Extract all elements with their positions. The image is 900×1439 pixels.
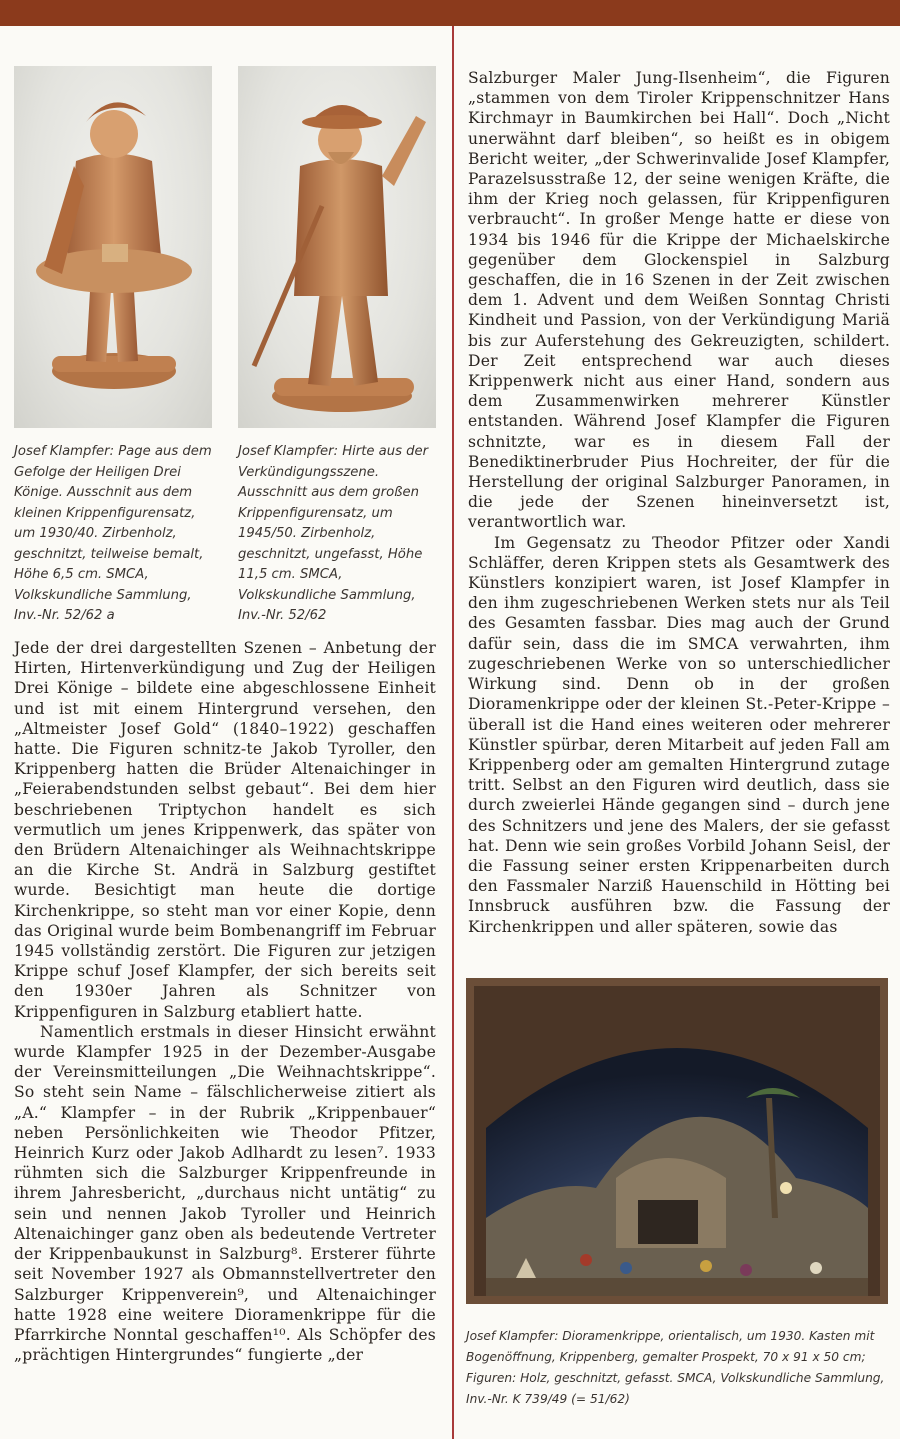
right-paragraph-1: Salzburger Maler Jung-Ilsenheim“, die Figuren „stammen von dem Tiroler Krippenschnitzer Hans Kirchmayr in Baumkirchen bei Hall“. Doch „Nicht unerwähnt darf bleiben“, so heißt es in obigem Bericht weiter, „der Schwerinvalide Josef Klampfer, Parazelsusstraße 12, der seine wenigen Kräfte, die ihm der Krieg noch gelassen, für Krippenfiguren verbraucht“. In großer Menge hatte er diese von 1934 bis 1946 für die Krippe der Michaelskirche gegenüber dem Glockenspiel in Salzburg geschaffen, die in 16 Szenen in der Zeit zwischen dem 1. Advent und dem Weißen Sonntag Christi Kindheit und Passion, von der Verkündigung Mariä bis zur Auferstehung des Gekreuzigten, schildert. Der Zeit entsprechend war auch dieses Krippenwerk nicht aus einer Hand, sondern aus dem Zusammenwirken mehrerer Künstler entstanden. Während Josef Klampfer die Figuren schnitzte, war es in diesem Fall der Benediktinerbruder Pius Hochreiter, der für die Herstellung der original Salzburger Panoramen, in die jede der Szenen hineinversetzt ist, verantwortlich war. (468, 69, 890, 532)
right-paragraph-2: Im Gegensatz zu Theodor Pfitzer oder Xandi Schläffer, deren Krippen stets als Gesamtwerk des Künstlers konzipiert waren, ist Josef Klampfer in den ihm zugeschriebenen Werken stets nur als Teil des Gesamten fassbar. Dies mag auch der Grund dafür sein, dass die im SMCA verwahrten, ihm zugeschriebenen Werke von so unterschiedlicher Wirkung sind. Denn ob in der großen Dioramenkrippe oder der kleinen St.-Peter-Krippe – überall ist die Hand eines weiteren oder mehrerer Künstler spürbar, deren Mitarbeit auf jeden Fall am Krippenberg oder am gemalten Hintergrund zutage tritt. Selbst an den Figuren wird deutlich, dass sie durch zweierlei Hände gegangen sind – durch jene des Schnitzers und jene des Malers, der sie gefasst hat. Denn wie sein großes Vorbild Johann Seisl, der die Fassung seiner ersten Krippenarbeiten durch den Fassmaler Narziß Hauenschild in Hötting bei Innsbruck ausführen bzw. die Fassung der Kirchenkrippen und aller späteren, sowie das (468, 533, 890, 936)
shepherd-figure-photo (238, 66, 436, 428)
shepherd-figure-caption: Josef Klampfer: Hirte aus der Verkündigungsszene. Ausschnitt aus dem großen Krippenfigurensatz, um 1945/50. Zirbenholz, geschnitzt, ungefasst, Höhe 11,5 cm. SMCA, Volkskundliche Sammlung, Inv.-Nr. 52/62 (238, 444, 429, 623)
top-accent-bar (0, 0, 900, 26)
diorama-photo (466, 978, 888, 1304)
page-figure-photo (14, 66, 212, 428)
left-column-text (14, 638, 436, 1365)
column-divider (452, 26, 454, 1439)
right-column-text (468, 68, 890, 937)
page-figure-caption: Josef Klampfer: Page aus dem Gefolge der Heiligen Drei Könige. Ausschnit aus dem kleinen Krippenfigurensatz, um 1930/40. Zirbenholz, geschnitzt, teilweise bemalt, Höhe 6,5 cm. SMCA, Volkskundliche Sammlung, Inv.-Nr. 52/62 a (14, 444, 212, 623)
diorama-caption: Josef Klampfer: Dioramenkrippe, orientalisch, um 1930. Kasten mit Bogenöffnung, Krippenberg, gemalter Prospekt, 70 x 91 x 50 cm; Figuren: Holz, geschnitzt, gefasst. SMCA, Volkskundliche Sammlung, Inv.-Nr. K 739/49 (= 51/62) (466, 1329, 885, 1406)
left-paragraph-2: Namentlich erstmals in dieser Hinsicht erwähnt wurde Klampfer 1925 in der Dezember-Ausgabe der Vereinsmitteilungen „Die Weihnachtskrippe“. So steht sein Name – fälschlicherweise zitiert als „A.“ Klampfer – in der Rubrik „Krippenbauer“ neben Persönlichkeiten wie Theodor Pfitzer, Heinrich Kurz oder Jakob Adlhardt zu lesen⁷. 1933 rühmten sich die Salzburger Krippenfreunde in ihrem Jahresbericht, „durchaus nicht untätig“ zu sein und nennen Jakob Tyroller und Heinrich Altenaichinger ganz oben als bedeutende Vertreter der Krippenbaukunst in Salzburg⁸. Ersterer führte seit November 1927 als Obmannstellvertreter den Salzburger Krippenverein⁹, und Altenaichinger hatte 1928 eine weitere Dioramenkrippe für die Pfarrkirche Nonntal geschaffen¹⁰. Als Schöpfer des „prächtigen Hintergrundes“ fungierte „der (14, 1022, 436, 1365)
left-paragraph-1: Jede der drei dargestellten Szenen – Anbetung der Hirten, Hirtenverkündigung und Zug der Heiligen Drei Könige – bildete eine abgeschlossene Einheit und ist mit einem Hintergrund versehen, den „Altmeister Josef Gold“ (1840–1922) geschaffen hatte. Die Figuren schnitz-te Jakob Tyroller, den Krippenberg hatten die Brüder Altenaichinger in „Feierabendstunden selbst gebaut“. Bei dem hier beschriebenen Triptychon handelt es sich vermutlich um jenes Krippenwerk, das später von den Brüdern Altenaichinger als Weihnachtskrippe an die Kirche St. Andrä in Salzburg gestiftet wurde. Besichtigt man heute die dortige Kirchenkrippe, so steht man vor einer Kopie, denn das Original wurde beim Bombenangriff im Februar 1945 vollständig zerstört. Die Figuren zur jetzigen Krippe schuf Josef Klampfer, der sich bereits seit den 1930er Jahren als Schnitzer von Krippenfiguren in Salzburg etabliert hatte. (14, 639, 436, 1021)
